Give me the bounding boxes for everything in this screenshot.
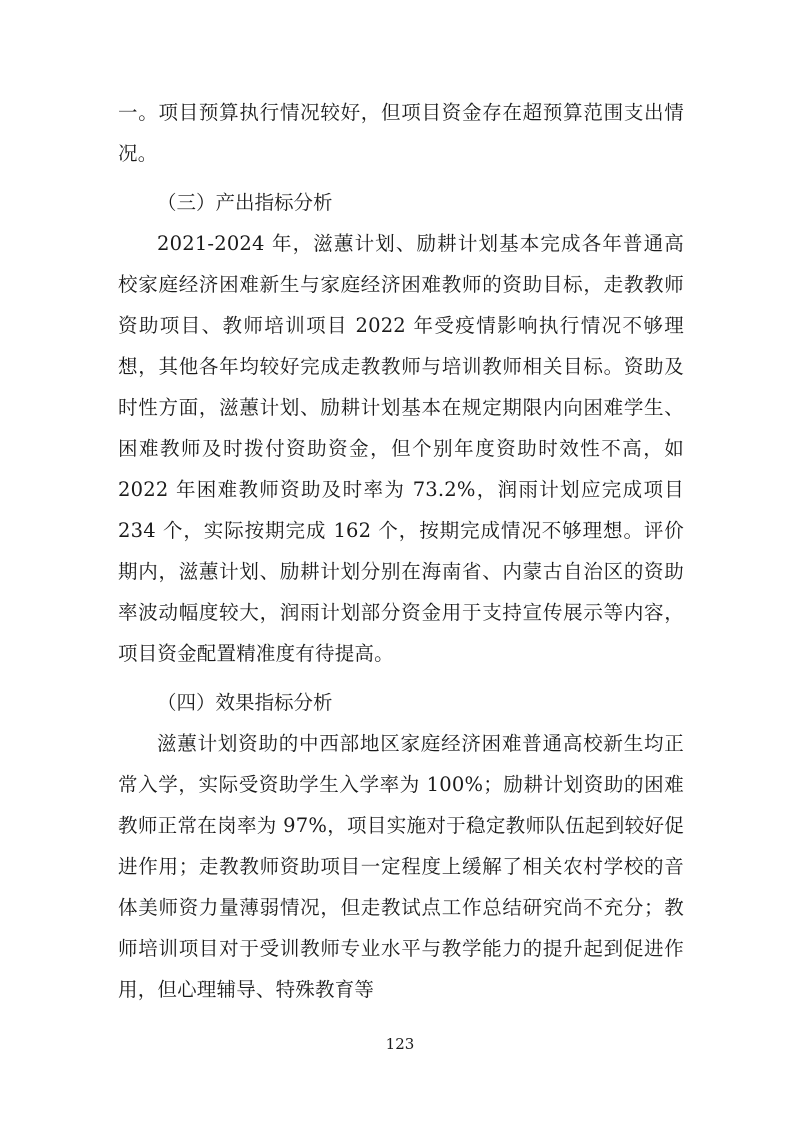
block-spacer	[118, 174, 684, 182]
page-content	[118, 92, 684, 1010]
heading-effect-indicator-analysis: （四）效果指标分析	[157, 691, 333, 714]
heading-output-indicator-analysis: （三）产出指标分析	[157, 191, 333, 214]
paragraph-effect-indicator-analysis: 滋蕙计划资助的中西部地区家庭经济困难普通高校新生均正常入学，实际受资助学生入学率为 100%；励耕计划资助的困难教师正常在岗率为 97%，项目实施对于稳定教师队伍起到较好促进作用；走教教师资助项目一定程度上缓解了相关农村学校的音体美师资力量薄弱情况，但走教试点工作总结研究尚不充分；教师培训项目对于受训教师专业水平与教学能力的提升起到促进作用，但心理辅导、特殊教育等	[118, 732, 684, 1001]
paragraph-output-indicator-analysis: 2021-2024 年，滋蕙计划、励耕计划基本完成各年普通高校家庭经济困难新生与家庭经济困难教师的资助目标，走教教师资助项目、教师培训项目 2022 年受疫情影响执行情况不够理想，其他各年均较好完成走教教师与培训教师相关目标。资助及时性方面，滋蕙计划、励耕计划基本在规定期限内向困难学生、困难教师及时拨付资助资金，但个别年度资助时效性不高，如 2022 年困难教师资助及时率为 73.2%，润雨计划应完成项目 234 个，实际按期完成 162 个，按期完成情况不够理想。评价期内，滋蕙计划、励耕计划分别在海南省、内蒙古自治区的资助率波动幅度较大，润雨计划部分资金用于支持宣传展示等内容，项目资金配置精准度有待提高。	[118, 232, 684, 665]
paragraph-section-one: 一。项目预算执行情况较好，但项目资金存在超预算范围支出情况。	[118, 101, 684, 165]
block-spacer	[118, 674, 684, 682]
page-number: 123	[385, 1035, 415, 1053]
